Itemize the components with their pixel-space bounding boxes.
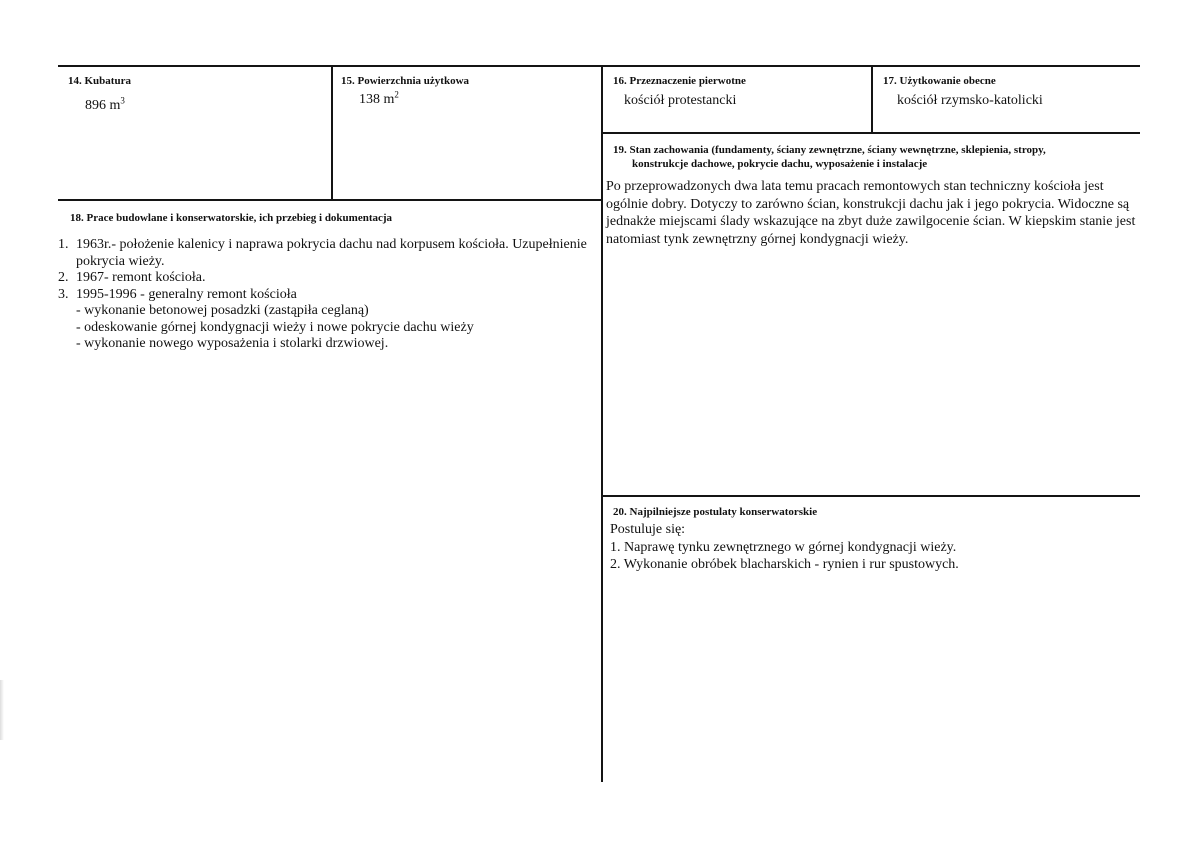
box19-text: Po przeprowadzonych dwa lata temu pracach remontowych stan techniczny kościoła jest ogólnie dobry. Dotyczy to zarówno ścian, konstrukcji dachu jak i jego pokrycia. Widoczne są jednakże miejscami ślady wskazujące na zbyt duże zawilgocenie ścian. W kiepskim stanie jest natomiast tynk zewnętrzny górnej kondygnacji wieży. [606, 179, 1136, 247]
box20-item-2: 2. Wykonanie obróbek blacharskich - rynien i rur spustowych. [610, 557, 959, 572]
bottom-border-19 [601, 495, 1140, 497]
box16-value: kościół protestancki [624, 93, 737, 108]
box14-unit-sup: 3 [120, 95, 125, 106]
main-divider [601, 65, 603, 782]
box18-list [58, 237, 598, 353]
list-item-number: 1. [58, 237, 69, 252]
box19-title-line1: 19. Stan zachowania (fundamenty, ściany zewnętrzne, ściany wewnętrzne, sklepienia, stropy, [613, 144, 1046, 156]
list-item [58, 270, 598, 287]
box14-title: 14. Kubatura [68, 75, 131, 87]
box16-title: 16. Przeznaczenie pierwotne [613, 75, 746, 87]
box20-item-1: 1. Naprawę tynku zewnętrznego w górnej kondygnacji wieży. [610, 540, 957, 555]
list-item-text: 1995-1996 - generalny remont kościoła [76, 286, 297, 302]
box17-title: 17. Użytkowanie obecne [883, 75, 996, 87]
box14-value-text: 896 m [85, 98, 121, 113]
sub-item: - odeskowanie górnej kondygnacji wieży i nowe pokrycie dachu wieży [76, 319, 474, 335]
list-item-text: 1967- remont kościoła. [76, 270, 206, 285]
box17-value: kościół rzymsko-katolicki [897, 93, 1043, 108]
list-item [58, 287, 598, 353]
scan-edge-shadow [0, 680, 4, 740]
bottom-border-16-17 [601, 132, 1140, 134]
box18-title: 18. Prace budowlane i konserwatorskie, ich przebieg i dokumentacja [70, 212, 393, 224]
list-item-text: 1963r.- położenie kalenicy i naprawa pokrycia dachu nad korpusem kościoła. Uzupełnienie pokrycia wieży. [76, 237, 587, 269]
box14-value [85, 97, 125, 114]
sub-item: - wykonanie betonowej posadzki (zastąpiła ceglaną) [76, 303, 369, 318]
divider-16-17 [871, 65, 873, 133]
box15-value-text: 138 m [359, 92, 395, 107]
box20-title: 20. Najpilniejsze postulaty konserwatorskie [613, 506, 818, 518]
divider-14-15 [331, 65, 333, 201]
box15-value [359, 91, 399, 108]
box15-unit-sup: 2 [394, 89, 399, 100]
sub-item: - wykonanie nowego wyposażenia i stolarki drzwiowej. [76, 336, 389, 351]
box15-title: 15. Powierzchnia użytkowa [341, 75, 470, 87]
list-item [58, 237, 598, 270]
list-item-number: 2. [58, 270, 69, 285]
top-border [58, 65, 1140, 67]
list-item-number: 3. [58, 286, 69, 302]
box20-intro: Postuluje się: [610, 522, 686, 537]
box19-title-line2: konstrukcje dachowe, pokrycie dachu, wyposażenie i instalacje [632, 158, 928, 170]
bottom-border-14-15 [58, 199, 602, 201]
